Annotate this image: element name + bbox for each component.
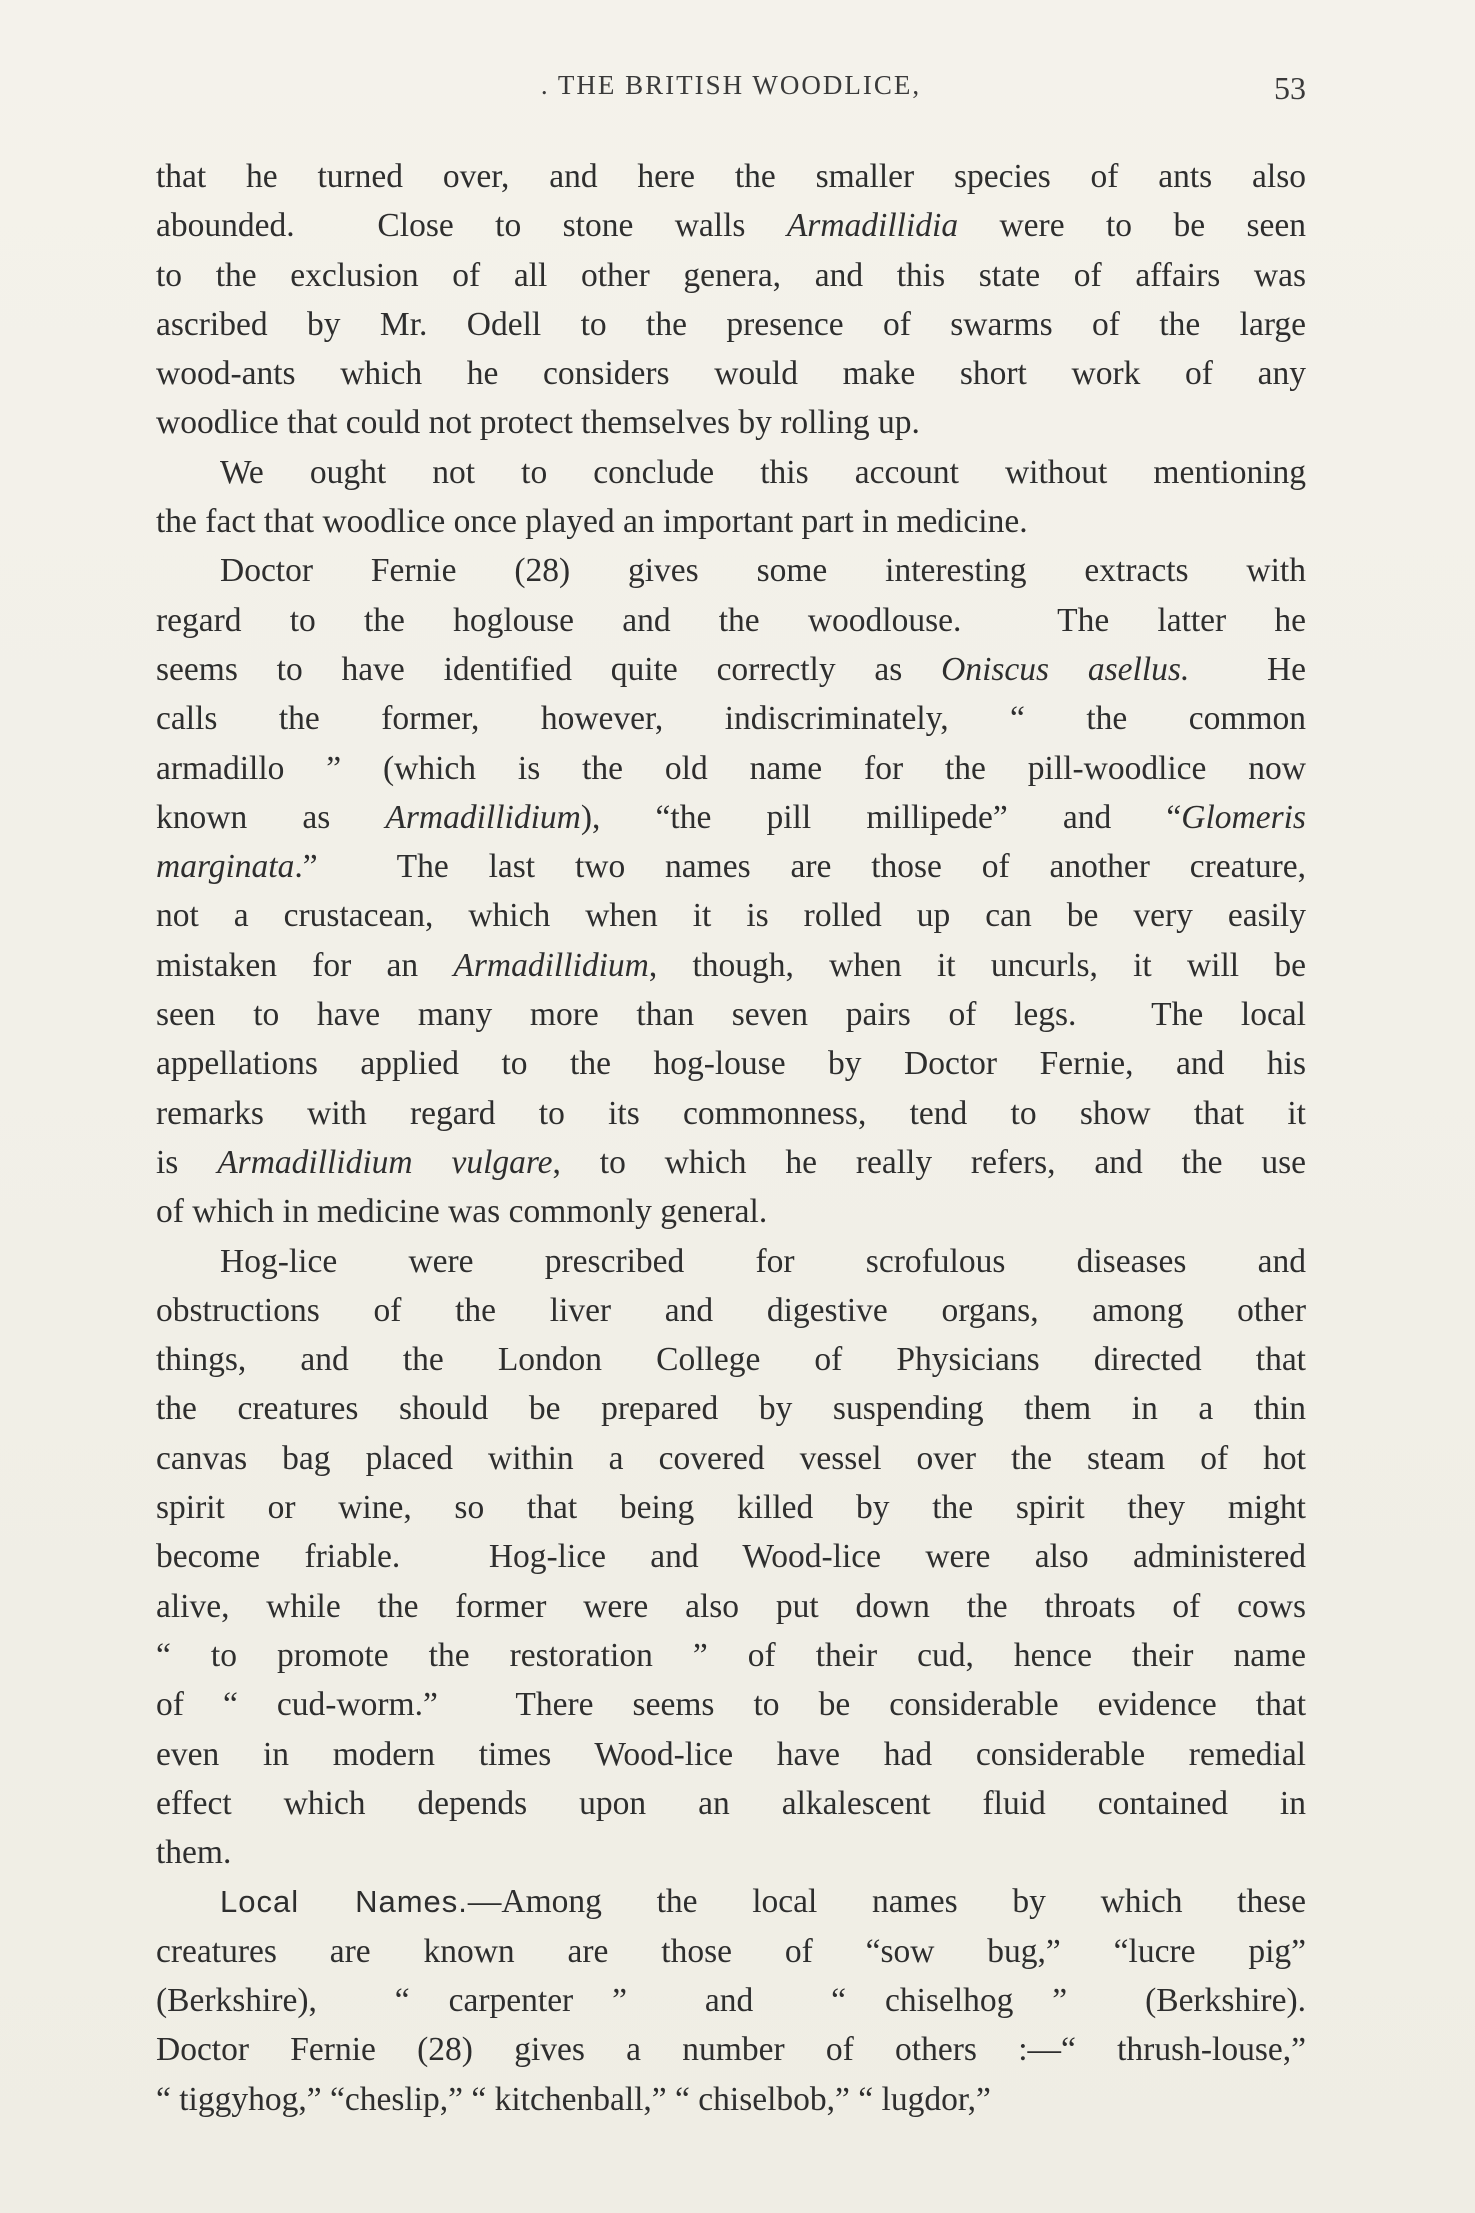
italic-text: Armadillidia <box>786 207 959 245</box>
text-line <box>156 744 1306 793</box>
paragraph <box>156 1877 1306 2123</box>
text-run: to the exclusion of all other genera, and this state of affairs was <box>156 256 1306 294</box>
text-line <box>156 201 1306 250</box>
text-line <box>156 2025 1306 2074</box>
text-line <box>156 941 1306 990</box>
text-run: armadillo ” (which is the old name for the pill-woodlice now <box>156 749 1306 787</box>
text-run: seen to have many more than seven pairs of legs. The local <box>156 996 1306 1034</box>
text-run: spirit or wine, so that being killed by the spirit they might <box>156 1489 1306 1527</box>
text-run: become friable. Hog-lice and Wood-lice were also administered <box>156 1538 1306 1576</box>
text-line <box>156 596 1306 645</box>
text-run: wood-ants which he considers would make short work of any <box>156 355 1306 393</box>
text-line <box>156 891 1306 940</box>
text-run: the creatures should be prepared by suspending them in a thin <box>156 1390 1306 1428</box>
text-run: ascribed by Mr. Odell to the presence of swarms of the large <box>156 305 1306 343</box>
text-run: effect which depends upon an alkalescent fluid contained in <box>156 1784 1306 1822</box>
text-run: known as <box>156 798 386 836</box>
text-line <box>156 1680 1306 1729</box>
text-line <box>156 1384 1306 1433</box>
text-run: of which in medicine was commonly general. <box>156 1193 768 1231</box>
text-run: them. <box>156 1834 232 1872</box>
text-run: Doctor Fernie (28) gives a number of others :—“ thrush-louse,” <box>156 2031 1306 2069</box>
text-run: —Among the local names by which these <box>467 1883 1306 1921</box>
paragraph <box>156 448 1306 547</box>
text-run: Doctor Fernie (28) gives some interesting extracts with <box>220 552 1306 590</box>
text-line <box>156 694 1306 743</box>
text-line <box>156 1089 1306 1138</box>
text-line <box>156 1730 1306 1779</box>
text-line <box>156 349 1306 398</box>
text-run: not a crustacean, which when it is rolled up can be very easily <box>156 897 1306 935</box>
text-run: Hog-lice were prescribed for scrofulous diseases and <box>220 1242 1306 1280</box>
text-line <box>156 990 1306 1039</box>
running-title: . THE BRITISH WOODLICE, <box>540 70 922 100</box>
text-line <box>156 1532 1306 1581</box>
text-line <box>156 300 1306 349</box>
text-line <box>156 1187 1306 1236</box>
text-run: were to be seen <box>958 207 1306 245</box>
text-line <box>156 842 1306 891</box>
text-run: woodlice that could not protect themselves by rolling up. <box>156 404 920 442</box>
text-line <box>156 1286 1306 1335</box>
italic-text: Armadillidium <box>385 798 581 836</box>
paragraph <box>156 546 1306 1236</box>
text-run: ), “the pill millipede” and “ <box>580 798 1182 836</box>
paragraph <box>156 152 1306 448</box>
text-run: (Berkshire), “ carpenter ” and “ chiselhog ” (Berkshire). <box>156 1981 1306 2019</box>
text-run: of “ cud-worm.” There seems to be considerable evidence that <box>156 1686 1306 1724</box>
text-run: regard to the hoglouse and the woodlouse. The latter he <box>156 601 1306 639</box>
text-run: things, and the London College of Physicians directed that <box>156 1341 1306 1379</box>
text-line <box>156 2075 1306 2124</box>
text-line <box>156 251 1306 300</box>
italic-text: Oniscus asellus. <box>941 650 1190 688</box>
text-run: the fact that woodlice once played an important part in medicine. <box>156 503 1028 541</box>
italic-text: Armadillidium vulgare <box>217 1143 553 1181</box>
text-line <box>156 645 1306 694</box>
text-run: mistaken for an <box>156 946 454 984</box>
text-line <box>156 1631 1306 1680</box>
italic-text: Armadillidium <box>453 946 649 984</box>
text-line <box>156 1335 1306 1384</box>
text-line <box>156 152 1306 201</box>
text-line <box>156 448 1306 497</box>
text-line <box>156 497 1306 546</box>
italic-text: Glomeris <box>1181 798 1306 836</box>
text-run: abounded. Close to stone walls <box>156 207 787 245</box>
text-run: that he turned over, and here the smaller species of ants also <box>156 158 1306 195</box>
text-line <box>156 1237 1306 1286</box>
text-run: appellations applied to the hog-louse by Doctor Fernie, and his <box>156 1045 1306 1083</box>
text-run: obstructions of the liver and digestive organs, among other <box>156 1291 1306 1329</box>
text-run: is <box>156 1143 218 1181</box>
text-line <box>156 1138 1306 1187</box>
text-line <box>156 1779 1306 1828</box>
text-line <box>156 1582 1306 1631</box>
text-line <box>156 1483 1306 1532</box>
text-line <box>156 1927 1306 1976</box>
text-line <box>156 793 1306 842</box>
section-heading: Local Names. <box>220 1884 468 1920</box>
text-run: He <box>1189 650 1307 688</box>
text-run: creatures are known are those of “sow bug,” “lucre pig” <box>156 1932 1306 1970</box>
text-run: alive, while the former were also put down the throats of cows <box>156 1587 1306 1625</box>
text-run: seems to have identified quite correctly as <box>156 650 942 688</box>
text-run: , though, when it uncurls, it will be <box>648 946 1306 984</box>
text-line <box>156 1434 1306 1483</box>
text-run: “ tiggyhog,” “cheslip,” “ kitchenball,” “ chiselbob,” “ lugdor,” <box>156 2080 991 2118</box>
body-text <box>156 152 1306 2124</box>
text-line <box>156 1039 1306 1088</box>
text-run: remarks with regard to its commonness, tend to show that it <box>156 1094 1306 1132</box>
page-number: 53 <box>1274 70 1306 106</box>
text-run: .” The last two names are those of another creature, <box>294 848 1306 886</box>
paragraph <box>156 1237 1306 1878</box>
text-run: , to which he really refers, and the use <box>552 1143 1306 1181</box>
running-head <box>156 70 1306 110</box>
text-line <box>156 1877 1306 1926</box>
text-line <box>156 546 1306 595</box>
text-run: even in modern times Wood-lice have had considerable remedial <box>156 1735 1306 1773</box>
text-line <box>156 1828 1306 1877</box>
text-run: calls the former, however, indiscriminately, “ the common <box>156 700 1306 738</box>
text-line <box>156 1976 1306 2025</box>
text-run: canvas bag placed within a covered vessel over the steam of hot <box>156 1439 1306 1477</box>
text-run: “ to promote the restoration ” of their cud, hence their name <box>156 1636 1306 1674</box>
text-run: We ought not to conclude this account without mentioning <box>220 453 1306 491</box>
text-line <box>156 398 1306 447</box>
italic-text: marginata <box>156 848 295 886</box>
